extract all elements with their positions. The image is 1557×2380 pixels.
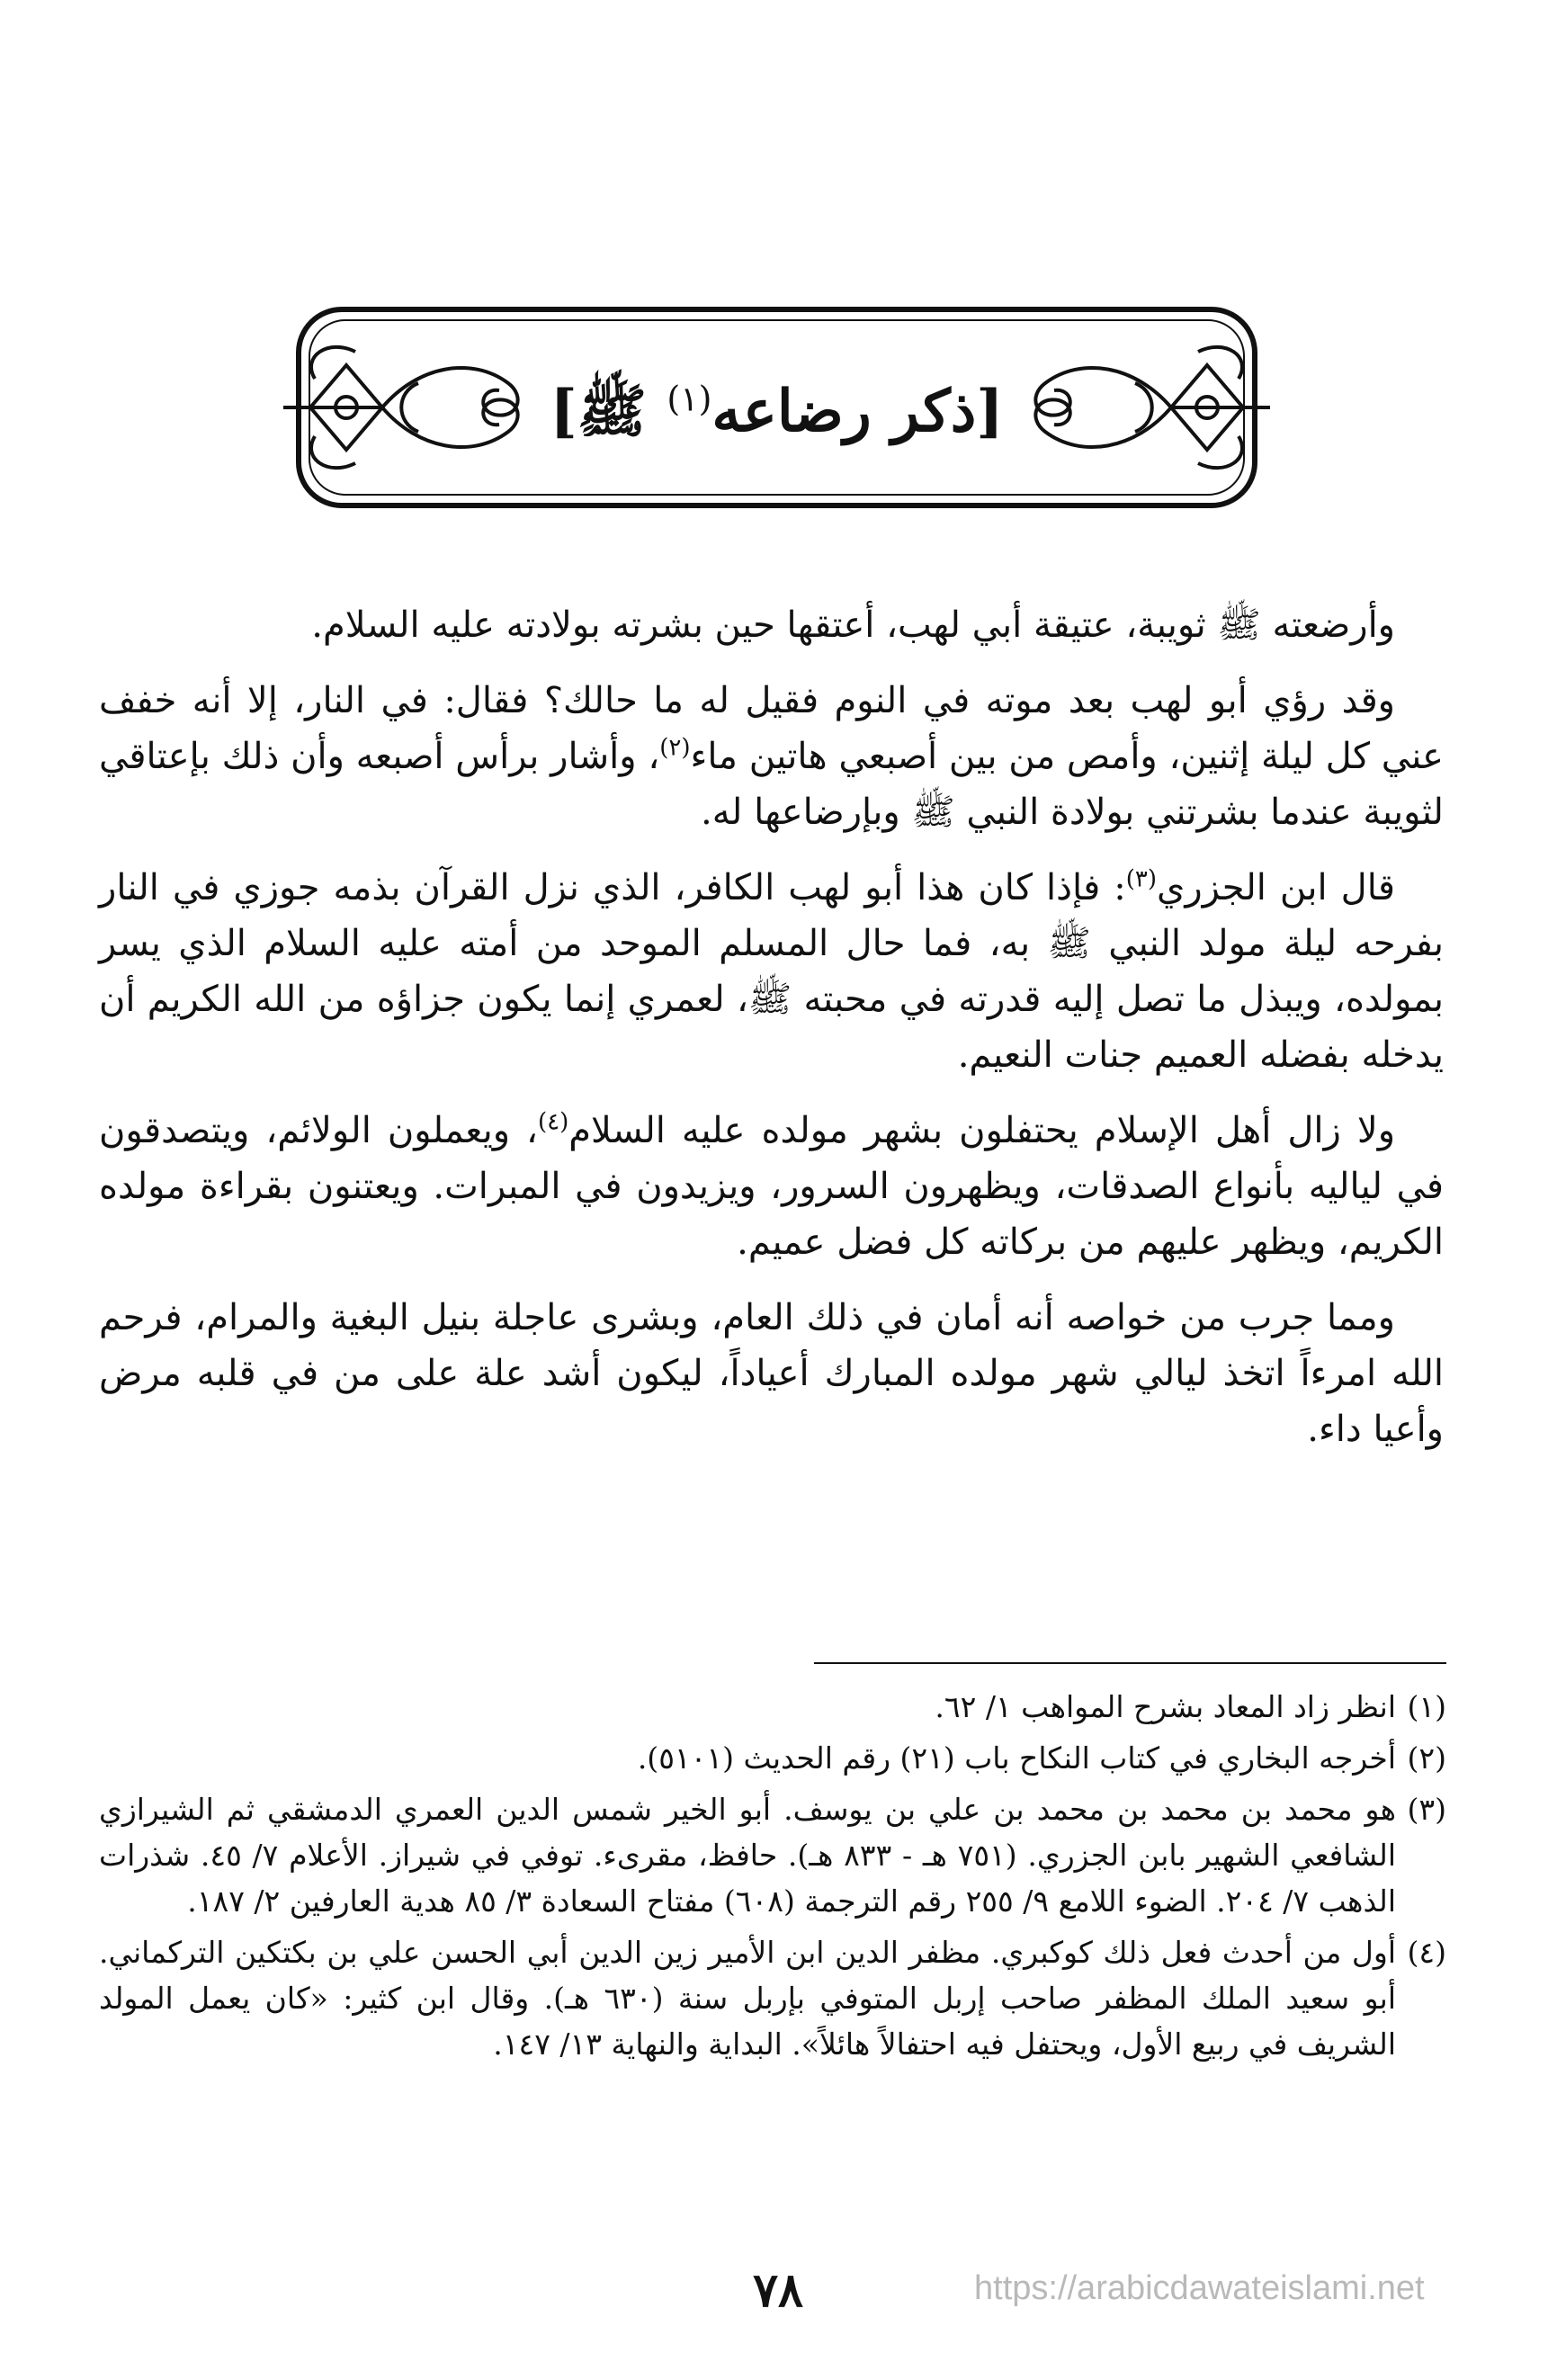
title-salutation: ﷺ] (550, 378, 648, 445)
footnote-text: انظر زاد المعاد بشرح المواهب ١/ ٦٢. (935, 1689, 1396, 1724)
footnote-number: (٤) (1407, 1935, 1446, 1970)
paragraph-text: ومما جرب من خواصه أنه أمان في ذلك العام، وبشرى عاجلة بنيل البغية والمرام، فرحم الله امرءاً اتخذ ليالي شهر مولده المبارك أعياداً، ليكون أشد علة على من في قلبه مرض وأعيا داء. (99, 1297, 1444, 1450)
paragraph-text: ، ويعملون الولائم، ويتصدقون في لياليه بأنواع الصدقات، ويظهرون السرور، ويزيدون في المبرات. ويعتنون بقراءة مولده الكريم، ويظهر عليهم من بركاته كل فضل عميم. (99, 1110, 1444, 1263)
paragraph-text: قال ابن الجزري (1157, 867, 1395, 908)
footnote-text: أول من أحدث فعل ذلك كوكبري. مظفر الدين ابن الأمير زين الدين أبي الحسن علي بن بكتكين التركماني. أبو سعيد الملك المظفر صاحب إربل المتوفي بإربل سنة (٦٣٠ هـ). وقال ابن كثير: «كان يعمل المولد الشريف في ربيع الأول، ويحتفل فيه احتفالاً هائلاً». البداية والنهاية ١٣/ ١٤٧. (99, 1935, 1396, 2062)
paragraph (99, 597, 1444, 653)
footnote-number: (١) (1407, 1689, 1446, 1724)
paragraph-text: وأرضعته ﷺ ثويبة، عتيقة أبي لهب، أعتقها حين بشرته بولادته عليه السلام. (311, 604, 1395, 646)
footnote (99, 1786, 1446, 1924)
paragraph (99, 860, 1444, 1083)
footnotes (99, 1684, 1446, 2072)
title-footnote-marker: (١) (667, 379, 712, 419)
footnote-marker: (٣) (1125, 865, 1158, 893)
footnote-number: (٣) (1407, 1792, 1446, 1827)
paragraph-text: ولا زال أهل الإسلام يحتفلون بشهر مولده عليه السلام (568, 1110, 1396, 1151)
paragraph (99, 1103, 1444, 1270)
footnote (99, 1735, 1446, 1781)
page-number: ٧٨ (753, 2263, 803, 2318)
footnote-marker: (٤) (537, 1108, 569, 1136)
main-text (99, 597, 1444, 1477)
footnote (99, 1684, 1446, 1730)
footnote-number: (٢) (1407, 1740, 1446, 1776)
footnote-text: أخرجه البخاري في كتاب النكاح باب (٢١) رقم الحديث (٥١٠١). (637, 1740, 1396, 1776)
footnote-text: هو محمد بن محمد بن محمد بن علي بن يوسف. أبو الخير شمس الدين العمري الدمشقي ثم الشيرازي الشافعي الشهير بابن الجزري. (٧٥١ هـ - ٨٣٣ هـ). حافظ، مقرىء. توفي في شيراز. الأعلام ٧/ ٤٥. شذرات الذهب ٧/ ٢٠٤. الضوء اللامع ٩/ ٢٥٥ رقم الترجمة (٦٠٨) مفتاح السعادة ٣/ ٨٥ هدية العارفين ٢/ ١٨٧. (99, 1792, 1396, 1919)
title-ornament-frame (272, 302, 1282, 513)
section-title-text: [ذكر رضاعه (711, 378, 1004, 445)
footnote (99, 1929, 1446, 2067)
watermark-url: https://arabicdawateislami.net (974, 2269, 1425, 2307)
paragraph-text: ، وأشار برأس أصبعه وأن ذلك بإعتاقي لثويبة عندما بشرتني بولادة النبي ﷺ وبإرضاعها له. (99, 736, 1444, 833)
paragraph (99, 673, 1444, 840)
paragraph (99, 1290, 1444, 1457)
paragraph-text: : فإذا كان هذا أبو لهب الكافر، الذي نزل القرآن بذمه جوزي في النار بفرحه ليلة مولد النبي ﷺ به، فما حال المسلم الموحد من أمته عليه السلام الذي يسر بمولده، ويبذل ما تصل إليه قدرته في محبته ﷺ، لعمري إنما يكون جزاؤه من الله الكريم أن يدخله بفضله العميم جنات النعيم. (99, 867, 1444, 1076)
paragraph-text: وقد رؤي أبو لهب بعد موته في النوم فقيل له ما حالك؟ فقال: في النار، إلا أنه خفف عني كل ليلة إثنين، وأمص من بين أصبعي هاتين ماء (99, 680, 1445, 777)
section-title (272, 376, 1282, 448)
footnote-divider (814, 1662, 1446, 1664)
footnote-marker: (٢) (659, 734, 691, 762)
